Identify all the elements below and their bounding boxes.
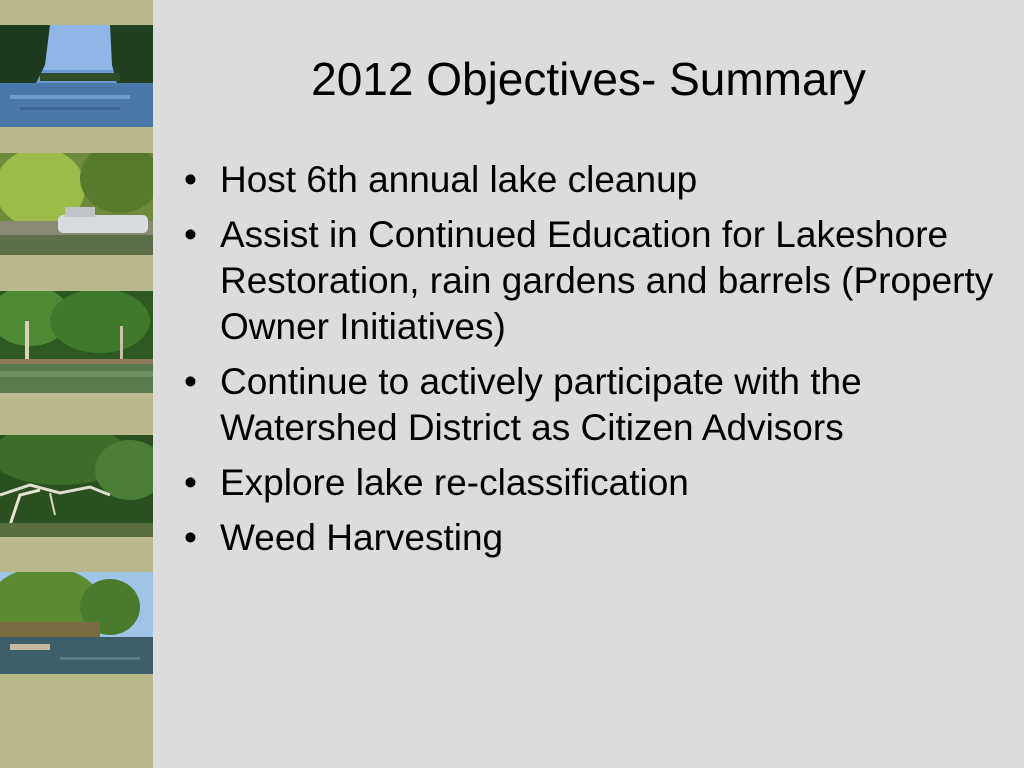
bullet-text: Weed Harvesting (220, 517, 504, 558)
bullet-icon: • (184, 361, 197, 402)
pontoon-shore-photo (0, 153, 153, 255)
bullet-item (184, 212, 1004, 350)
bullet-item (184, 157, 1004, 203)
bullet-text: Continue to actively participate with the Watershed District as Citizen Advisors (220, 361, 862, 448)
wooded-shoreline-photo (0, 291, 153, 393)
bullet-item (184, 460, 1004, 506)
bullet-icon: • (184, 517, 197, 558)
lake-view-photo (0, 25, 153, 127)
fallen-tree-photo (0, 435, 153, 537)
bullet-text: Host 6th annual lake cleanup (220, 159, 698, 200)
bullet-icon: • (184, 159, 197, 200)
slide-title: 2012 Objectives- Summary (311, 53, 866, 105)
bullet-item (184, 515, 1004, 561)
bullet-item (184, 359, 1004, 451)
sidebar-strip (0, 0, 153, 768)
bullet-text: Explore lake re-classification (220, 462, 689, 503)
bullet-icon: • (184, 462, 197, 503)
bullet-text: Assist in Continued Education for Lakeshore Restoration, rain gardens and barrels (Property Owner Initiatives) (220, 214, 994, 347)
river-bank-photo (0, 572, 153, 674)
bullet-list (184, 157, 1004, 570)
bullet-icon: • (184, 214, 197, 255)
